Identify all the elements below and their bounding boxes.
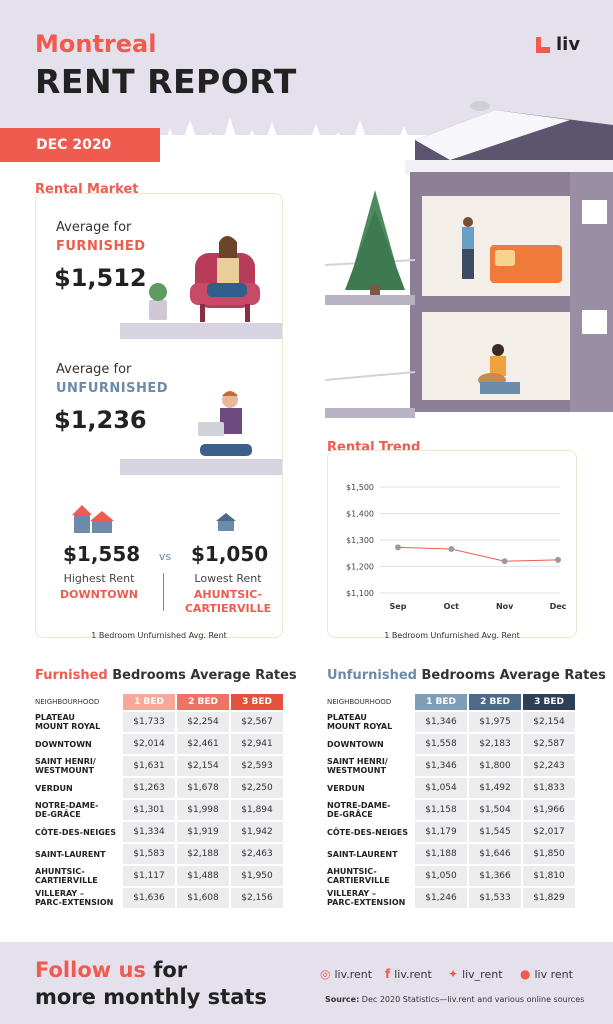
lowest-rent-neighbourhood-line1: AHUNTSIC- [193,588,263,601]
unfurnished-table-row [327,888,575,908]
rate-cell: $1,488 [177,866,229,886]
neighbourhood-name-line1: CÔTE-DES-NEIGES [327,827,409,837]
rate-cell: $1,188 [415,844,467,864]
rate-cell: $1,179 [415,822,467,842]
rate-cell: $1,533 [469,888,521,908]
furnished-table-row [35,822,283,842]
rate-cell: $1,346 [415,756,467,776]
neighbourhood-name-line1: AHUNTSIC- [327,867,377,876]
neighbourhood-name-line1: SAINT-LAURENT [35,849,106,859]
unfurnished-table-row [327,778,575,798]
rate-cell: $1,631 [123,756,175,776]
neighbourhood-name [35,712,121,732]
x-tick-label: Oct [443,602,460,611]
rate-cell: $1,636 [123,888,175,908]
social-wechat[interactable] [520,967,573,981]
rate-cell: $2,463 [231,844,283,864]
rate-cell: $2,156 [231,888,283,908]
furnished-table-row [35,734,283,754]
rate-cell: $2,593 [231,756,283,776]
wechat-icon: ● [520,967,531,981]
source-note [325,995,584,1004]
rate-cell: $1,942 [231,822,283,842]
rate-cell: $2,567 [231,712,283,732]
neighbourhood-name-line2: CARTIERVILLE [35,876,98,885]
furnished-average-label: Average for [56,220,132,235]
rate-cell: $2,461 [177,734,229,754]
rate-cell: $1,733 [123,712,175,732]
rate-cell: $2,254 [177,712,229,732]
social-twitter-label: liv_rent [462,967,503,981]
follow-us-rest: for [145,958,188,982]
footer-band [0,942,613,1024]
furnished-rates-table [33,692,285,910]
rate-cell: $1,966 [523,800,575,820]
rate-cell: $1,504 [469,800,521,820]
rate-cell: $2,188 [177,844,229,864]
unfurnished-header-cell: NEIGHBOURHOOD [327,698,392,706]
y-tick-label: $1,200 [346,562,374,572]
social-instagram[interactable] [320,967,372,981]
rate-cell: $2,183 [469,734,521,754]
furnished-table-row [35,888,283,908]
twitter-icon: ✦ [448,967,459,981]
rate-cell: $1,263 [123,778,175,798]
rate-cell: $1,054 [415,778,467,798]
man-with-laptop-illustration [190,388,265,463]
neighbourhood-name [35,866,121,886]
unfurnished-table-row [327,712,575,732]
rate-cell: $1,646 [469,844,521,864]
unfurnished-table-row [327,734,575,754]
unfurnished-table-title-rest: Bedrooms Average Rates [416,668,606,683]
neighbourhood-name [327,712,413,732]
neighbourhood-name-line1: PLATEAU [327,713,367,722]
unfurnished-header-cell: 2 BED [469,694,521,710]
furnished-table-row [35,866,283,886]
neighbourhood-name [327,888,413,908]
neighbourhood-name-line1: VERDUN [35,783,73,793]
neighbourhood-name-line2: PARC-EXTENSION [35,898,114,907]
instagram-icon: ◎ [320,967,331,981]
rate-cell: $1,492 [469,778,521,798]
divider [163,573,164,611]
neighbourhood-name [35,756,121,776]
neighbourhood-name [327,844,413,864]
rate-cell: $2,014 [123,734,175,754]
rental-market-title: Rental Market [35,182,139,197]
rate-cell: $2,243 [523,756,575,776]
neighbourhood-name [35,822,121,842]
highest-rent-label: Highest Rent [63,572,135,585]
y-tick-label: $1,400 [346,509,374,519]
rate-cell: $1,346 [415,712,467,732]
neighbourhood-name-line1: DOWNTOWN [35,739,92,749]
unfurnished-average-label: Average for [56,362,132,377]
neighbourhood-name [327,756,413,776]
data-point [395,544,401,550]
neighbourhood-name-line1: AHUNTSIC- [35,867,85,876]
follow-us-highlight: Follow us [35,958,146,982]
social-instagram-label: liv.rent [334,967,373,981]
furnished-header-cell: 1 BED [123,694,175,710]
unfurnished-header-cell: 3 BED [523,694,575,710]
unfurnished-rates-table [325,692,577,910]
report-title: RENT REPORT [35,62,297,101]
rate-cell: $1,894 [231,800,283,820]
neighbourhood-name-line1: NOTRE-DAME- [327,801,391,810]
neighbourhood-name-line2: DE-GRÂCE [327,810,373,819]
rental-trend-chart [335,475,570,615]
rate-cell: $1,608 [177,888,229,908]
neighbourhood-name-line2: WESTMOUNT [35,766,94,775]
liv-logo-icon [536,37,550,53]
rate-cell: $1,998 [177,800,229,820]
furnished-header-cell: 3 BED [231,694,283,710]
neighbourhood-name-line2: DE-GRÂCE [35,810,81,819]
y-tick-label: $1,100 [346,589,374,598]
neighbourhood-name-line2: PARC-EXTENSION [327,898,406,907]
rate-cell: $1,558 [415,734,467,754]
unfurnished-table-title-highlight: Unfurnished [327,668,417,683]
neighbourhood-name-line1: DOWNTOWN [327,739,384,749]
unfurnished-table-row [327,822,575,842]
trend-footnote: 1 Bedroom Unfurnished Avg. Rent [384,631,520,640]
neighbourhood-name [327,778,413,798]
rate-cell: $2,154 [523,712,575,732]
neighbourhood-name [327,866,413,886]
data-point [448,546,454,552]
rate-cell: $1,975 [469,712,521,732]
unfurnished-table-row [327,844,575,864]
facebook-icon: f [385,967,391,981]
highest-rent-value: $1,558 [63,542,141,566]
rate-cell: $1,334 [123,822,175,842]
neighbourhood-name-line1: VERDUN [327,783,365,793]
social-facebook[interactable] [385,967,432,981]
neighbourhood-name [35,888,121,908]
rate-cell: $1,366 [469,866,521,886]
source-text: Dec 2020 Statistics—liv.rent and various online sources [359,995,585,1004]
furnished-table-row [35,778,283,798]
neighbourhood-name-line1: PLATEAU [35,713,75,722]
neighbourhood-name-line1: CÔTE-DES-NEIGES [35,827,117,837]
unfurnished-header-row [327,694,575,710]
neighbourhood-name [327,800,413,820]
furnished-table-row [35,800,283,820]
neighbourhood-name-line2: CARTIERVILLE [327,876,390,885]
rental-trend-title: Rental Trend [327,440,421,455]
neighbourhood-name-line2: MOUNT ROYAL [327,722,393,731]
versus-label: vs [158,550,172,563]
x-tick-label: Dec [549,602,567,611]
rate-cell: $2,587 [523,734,575,754]
rate-cell: $1,246 [415,888,467,908]
rate-cell: $2,250 [231,778,283,798]
rate-cell: $1,117 [123,866,175,886]
source-label: Source: [325,995,360,1004]
house-icon [215,513,237,531]
rate-cell: $1,678 [177,778,229,798]
unfurnished-table-row [327,756,575,776]
follow-us-subheading: more monthly stats [35,985,267,1009]
unfurnished-table-title [327,668,606,683]
furnished-table-title [35,668,297,683]
social-facebook-label: liv.rent [394,967,432,981]
furnished-header-cell: NEIGHBOURHOOD [35,698,100,706]
neighbourhood-name-line1: SAINT HENRI/ [35,757,96,766]
unfurnished-header-cell: 1 BED [415,694,467,710]
rate-cell: $1,545 [469,822,521,842]
rate-cell: $1,301 [123,800,175,820]
y-tick-label: $1,300 [346,536,374,545]
social-wechat-label: liv rent [534,967,573,981]
rate-cell: $1,158 [415,800,467,820]
furnished-header-row [35,694,283,710]
lowest-rent-value: $1,050 [191,542,269,566]
furnished-table-title-rest: Bedrooms Average Rates [107,668,297,683]
neighbourhood-name [35,844,121,864]
date-banner: DEC 2020 [0,128,160,162]
rate-cell: $1,850 [523,844,575,864]
data-point [555,557,561,563]
liv-logo-text: liv [556,34,581,55]
data-point [502,558,508,564]
follow-us-heading [35,958,187,982]
neighbourhood-name-line2: MOUNT ROYAL [35,722,101,731]
trend-line [398,547,558,561]
highest-rent-neighbourhood: DOWNTOWN [59,588,138,601]
downtown-buildings-icon [70,503,116,533]
rate-cell: $1,050 [415,866,467,886]
neighbourhood-name [35,734,121,754]
lowest-rent-neighbourhood-line2: CARTIERVILLE [184,602,272,615]
neighbourhood-name-line1: VILLERAY – [35,889,84,898]
neighbourhood-name-line1: SAINT-LAURENT [327,849,398,859]
furnished-table-row [35,756,283,776]
rate-cell: $2,154 [177,756,229,776]
social-twitter[interactable] [448,967,503,981]
apartment-building-illustration [320,100,613,420]
liv-logo[interactable] [536,34,580,55]
furnished-table-row [35,712,283,732]
unfurnished-table-row [327,866,575,886]
rate-cell: $1,810 [523,866,575,886]
furnished-table-row [35,844,283,864]
x-tick-label: Nov [495,602,514,611]
rate-cell: $1,833 [523,778,575,798]
rate-cell: $1,950 [231,866,283,886]
furnished-table-title-highlight: Furnished [35,668,108,683]
x-tick-label: Sep [389,602,407,611]
woman-in-armchair-illustration [145,228,265,333]
neighbourhood-name-line1: SAINT HENRI/ [327,757,388,766]
unfurnished-table-row [327,800,575,820]
neighbourhood-name [327,734,413,754]
shelf-furnished [120,323,282,339]
market-footnote: 1 Bedroom Unfurnished Avg. Rent [91,631,227,640]
unfurnished-average-value: $1,236 [54,406,147,434]
neighbourhood-name [35,800,121,820]
furnished-type-label: FURNISHED [56,239,146,254]
rate-cell: $2,941 [231,734,283,754]
furnished-header-cell: 2 BED [177,694,229,710]
neighbourhood-name [327,822,413,842]
neighbourhood-name-line2: WESTMOUNT [327,766,386,775]
shelf-unfurnished [120,459,282,475]
furnished-average-value: $1,512 [54,264,147,292]
lowest-rent-label: Lowest Rent [194,572,262,585]
neighbourhood-name [35,778,121,798]
neighbourhood-name-line1: VILLERAY – [327,889,376,898]
city-name: Montreal [35,30,157,58]
rate-cell: $2,017 [523,822,575,842]
y-tick-label: $1,500 [346,483,374,492]
rate-cell: $1,800 [469,756,521,776]
rate-cell: $1,583 [123,844,175,864]
neighbourhood-name-line1: NOTRE-DAME- [35,801,99,810]
unfurnished-type-label: UNFURNISHED [56,381,169,396]
rate-cell: $1,829 [523,888,575,908]
rate-cell: $1,919 [177,822,229,842]
